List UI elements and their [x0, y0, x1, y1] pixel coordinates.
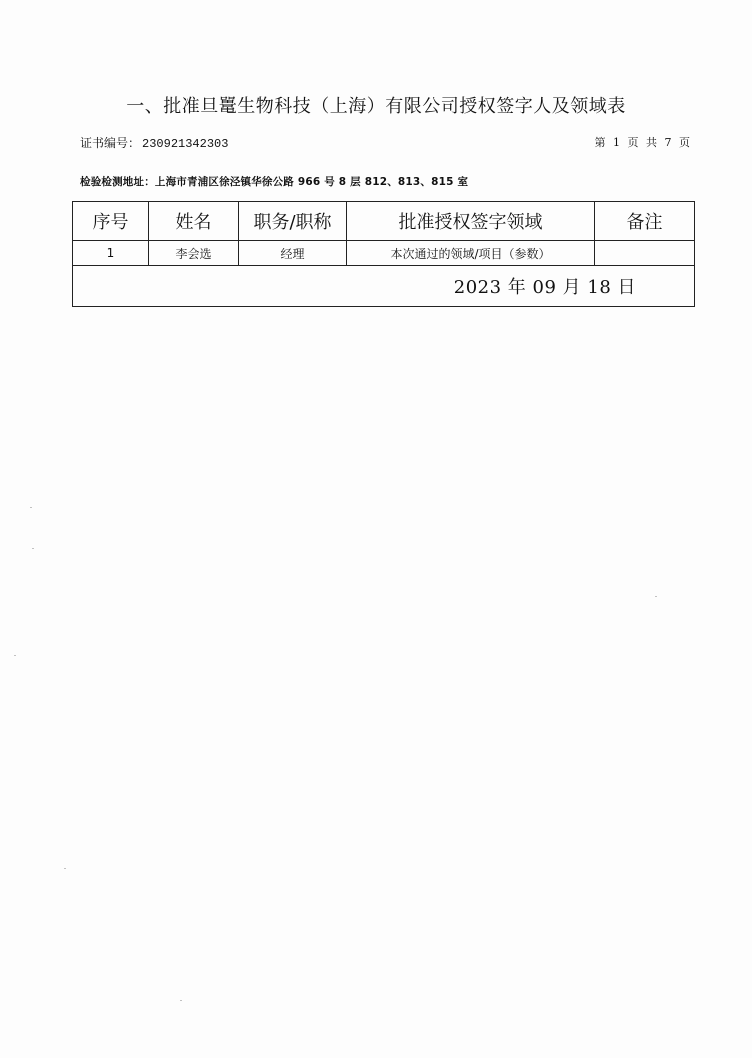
scan-speck	[655, 596, 657, 597]
row-name: 李会选	[149, 241, 239, 266]
issue-date: 2023 年 09 月 18 日	[73, 266, 695, 307]
certificate-number: 230921342303	[142, 137, 229, 151]
row-remarks	[595, 241, 695, 266]
scan-speck	[32, 548, 34, 549]
scan-speck	[64, 868, 66, 869]
authorized-signatory-table	[72, 201, 695, 307]
header-index: 序号	[73, 202, 149, 241]
header-position: 职务/职称	[239, 202, 347, 241]
header-name: 姓名	[149, 202, 239, 241]
inspection-address: 检验检测地址：上海市青浦区徐泾镇华徐公路 966 号 8 层 812、813、815 室	[80, 176, 469, 188]
table-header-row	[73, 202, 695, 241]
certificate-number-block	[80, 134, 228, 151]
page-indicator: 第 1 页 共 7 页	[594, 136, 692, 149]
date-row	[73, 266, 695, 307]
document-title: 一、批准旦鼍生物科技（上海）有限公司授权签字人及领域表	[126, 96, 626, 117]
table-row	[73, 241, 695, 266]
header-remarks: 备注	[595, 202, 695, 241]
certificate-label: 证书编号：	[80, 136, 141, 150]
scan-speck	[180, 1000, 182, 1001]
row-position: 经理	[239, 241, 347, 266]
row-scope: 本次通过的领域/项目（参数）	[347, 241, 595, 266]
certificate-info-row	[80, 134, 692, 152]
row-index: 1	[73, 241, 149, 266]
scan-speck	[14, 655, 16, 656]
scan-speck	[30, 507, 32, 508]
header-scope: 批准授权签字领域	[347, 202, 595, 241]
